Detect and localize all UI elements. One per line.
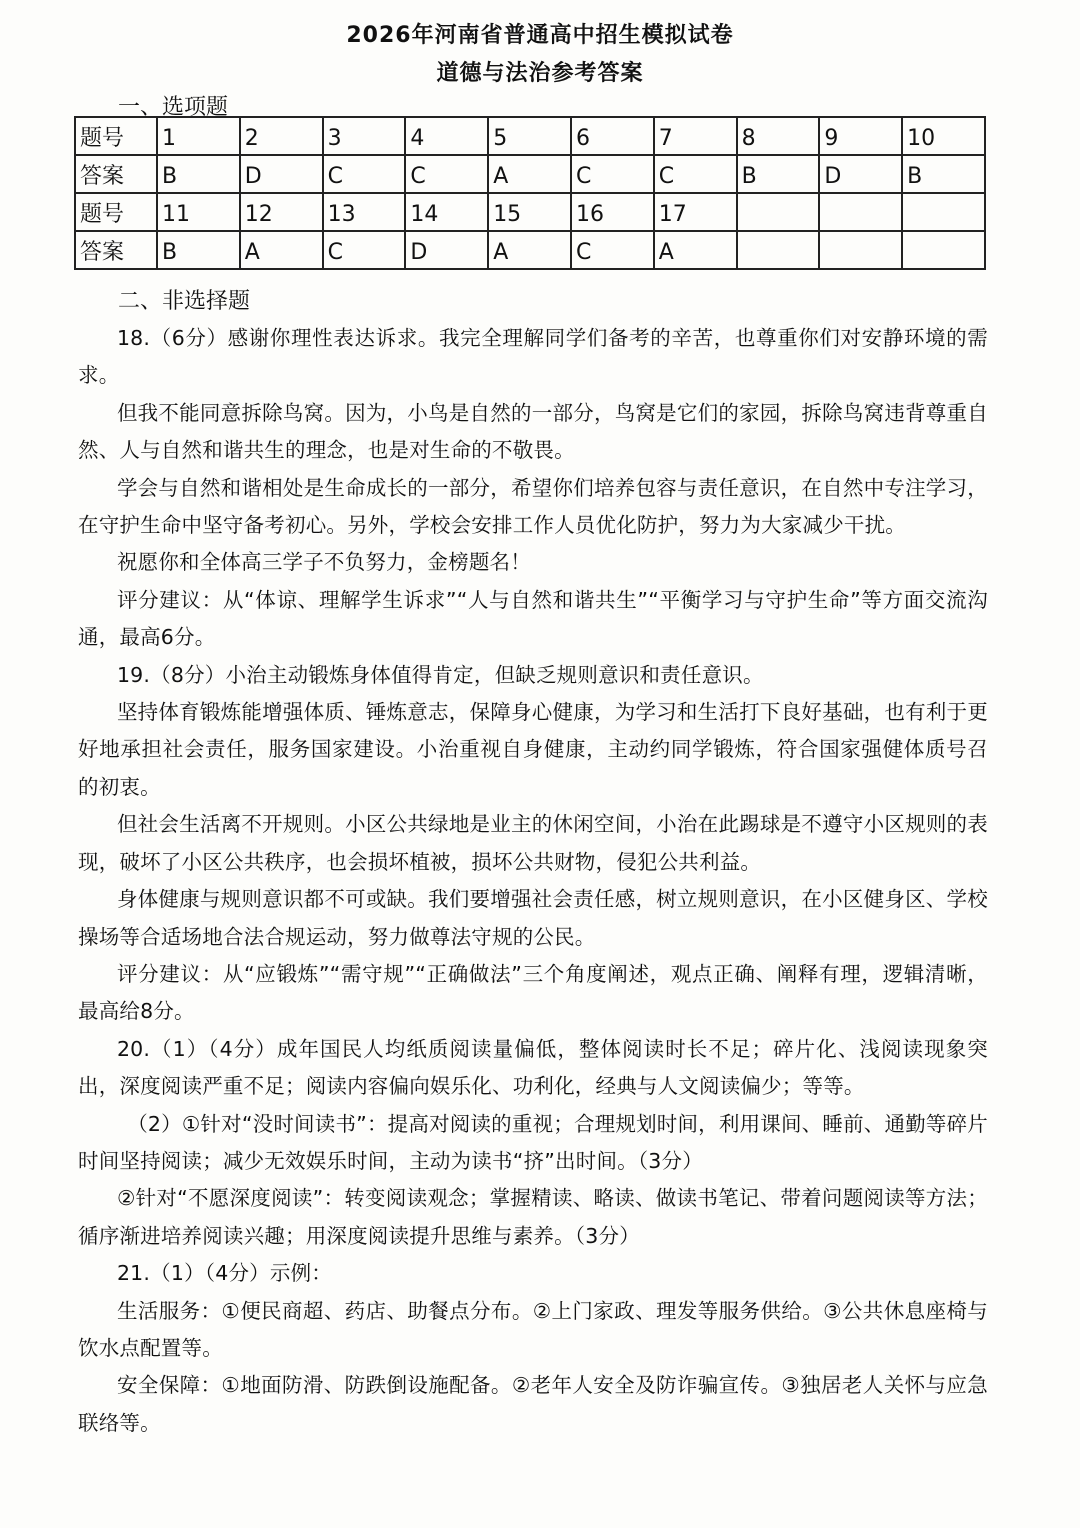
section-heading-nonchoice: 二、非选择题 bbox=[118, 289, 251, 314]
paragraph: ②针对“不愿深度阅读”：转变阅读观念；掌握精读、略读、做读书笔记、带着问题阅读等方法；循序渐进培养阅读兴趣；用深度阅读提升思维与素养。（3分） bbox=[78, 1186, 988, 1248]
table-cell: 15 bbox=[488, 193, 571, 231]
table-cell: 6 bbox=[571, 117, 654, 155]
table-row-question-numbers bbox=[75, 117, 985, 155]
table-cell: C bbox=[654, 155, 737, 193]
paragraph: 但我不能同意拆除鸟窝。因为，小鸟是自然的一部分，鸟窝是它们的家园，拆除鸟窝违背尊重自然、人与自然和谐共生的理念，也是对生命的不敬畏。 bbox=[78, 400, 988, 463]
table-row-header: 题号 bbox=[75, 117, 157, 155]
table-cell: B bbox=[902, 155, 985, 193]
table-row-answers bbox=[75, 231, 985, 269]
answer-table bbox=[74, 116, 986, 270]
table-cell: 10 bbox=[902, 117, 985, 155]
table-cell: B bbox=[157, 155, 240, 193]
paragraph: 19.（8分）小治主动锻炼身体值得肯定，但缺乏规则意识和责任意识。 bbox=[116, 662, 764, 687]
paragraph: （2）①针对“没时间读书”：提高对阅读的重视；合理规划时间，利用课间、睡前、通勤等碎片时间坚持阅读；减少无效娱乐时间，主动为读书“挤”出时间。（3分） bbox=[78, 1111, 988, 1173]
table-cell: 13 bbox=[323, 193, 406, 231]
table-cell: 11 bbox=[157, 193, 240, 231]
table-cell: B bbox=[737, 155, 820, 193]
table-cell: 8 bbox=[737, 117, 820, 155]
table-cell: 7 bbox=[654, 117, 737, 155]
section-heading-choice: 一、选项题 bbox=[118, 95, 229, 120]
table-cell: B bbox=[157, 231, 240, 269]
table-cell: A bbox=[488, 231, 571, 269]
page-subtitle: 道德与法治参考答案 bbox=[436, 61, 644, 86]
table-row-header: 答案 bbox=[75, 155, 157, 193]
table-cell bbox=[819, 231, 902, 269]
table-cell: 12 bbox=[240, 193, 323, 231]
table-cell bbox=[737, 231, 820, 269]
table-cell: 1 bbox=[157, 117, 240, 155]
table-cell: C bbox=[323, 155, 406, 193]
table-row-header: 题号 bbox=[75, 193, 157, 231]
table-cell: A bbox=[240, 231, 323, 269]
table-cell: 5 bbox=[488, 117, 571, 155]
paragraph: 安全保障：①地面防滑、防跌倒设施配备。②老年人安全及防诈骗宣传。③独居老人关怀与应急联络等。 bbox=[78, 1373, 988, 1435]
paragraph: 但社会生活离不开规则。小区公共绿地是业主的休闲空间，小治在此踢球是不遵守小区规则的表现，破坏了小区公共秩序，也会损坏植被，损坏公共财物，侵犯公共利益。 bbox=[78, 812, 988, 874]
table-cell bbox=[737, 193, 820, 231]
table-cell: D bbox=[405, 231, 488, 269]
paragraph: 18.（6分）感谢你理性表达诉求。我完全理解同学们备考的辛苦，也尊重你们对安静环境的需求。 bbox=[78, 326, 988, 388]
table-cell: D bbox=[819, 155, 902, 193]
paragraph: 21.（1）（4分）示例： bbox=[116, 1261, 332, 1286]
table-cell: C bbox=[323, 231, 406, 269]
table-cell: 2 bbox=[240, 117, 323, 155]
paragraph: 学会与自然和谐相处是生命成长的一部分，希望你们培养包容与责任意识，在自然中专注学习，在守护生命中坚守备考初心。另外，学校会安排工作人员优化防护，努力为大家减少干扰。 bbox=[78, 475, 988, 538]
paragraph: 20.（1）（4分）成年国民人均纸质阅读量偏低，整体阅读时长不足；碎片化、浅阅读现象突出，深度阅读严重不足；阅读内容偏向娱乐化、功利化，经典与人文阅读偏少；等等。 bbox=[78, 1036, 988, 1099]
table-cell: C bbox=[571, 155, 654, 193]
table-cell bbox=[902, 193, 985, 231]
table-cell bbox=[819, 193, 902, 231]
table-cell: 16 bbox=[571, 193, 654, 231]
paragraph: 身体健康与规则意识都不可或缺。我们要增强社会责任感，树立规则意识，在小区健身区、学校操场等合适场地合法合规运动，努力做尊法守规的公民。 bbox=[78, 887, 988, 949]
paragraph: 评分建议：从“体谅、理解学生诉求”“人与自然和谐共生”“平衡学习与守护生命”等方面交流沟通，最高6分。 bbox=[78, 587, 988, 650]
answer-content bbox=[78, 320, 988, 1442]
paragraph: 生活服务：①便民商超、药店、助餐点分布。②上门家政、理发等服务供给。③公共休息座椅与饮水点配置等。 bbox=[78, 1298, 988, 1360]
paragraph: 坚持体育锻炼能增强体质、锤炼意志，保障身心健康，为学习和生活打下良好基础，也有利于更好地承担社会责任，服务国家建设。小治重视自身健康，主动约同学锻炼，符合国家强健体质号召的初衷。 bbox=[78, 700, 988, 799]
table-cell: A bbox=[654, 231, 737, 269]
table-cell: 3 bbox=[323, 117, 406, 155]
table-cell: 4 bbox=[405, 117, 488, 155]
paragraph: 评分建议：从“应锻炼”“需守规”“正确做法”三个角度阐述，观点正确、阐释有理，逻辑清晰，最高给8分。 bbox=[78, 961, 988, 1024]
paragraph: 祝愿你和全体高三学子不负努力，金榜题名！ bbox=[116, 550, 531, 575]
page-title: 2026年河南省普通高中招生模拟试卷 bbox=[346, 23, 734, 48]
table-row-answers bbox=[75, 155, 985, 193]
table-row-question-numbers bbox=[75, 193, 985, 231]
table-row-header: 答案 bbox=[75, 231, 157, 269]
table-cell bbox=[902, 231, 985, 269]
table-cell: D bbox=[240, 155, 323, 193]
table-cell: 9 bbox=[819, 117, 902, 155]
table-cell: C bbox=[571, 231, 654, 269]
table-cell: C bbox=[405, 155, 488, 193]
table-cell: 14 bbox=[405, 193, 488, 231]
table-cell: A bbox=[488, 155, 571, 193]
table-cell: 17 bbox=[654, 193, 737, 231]
